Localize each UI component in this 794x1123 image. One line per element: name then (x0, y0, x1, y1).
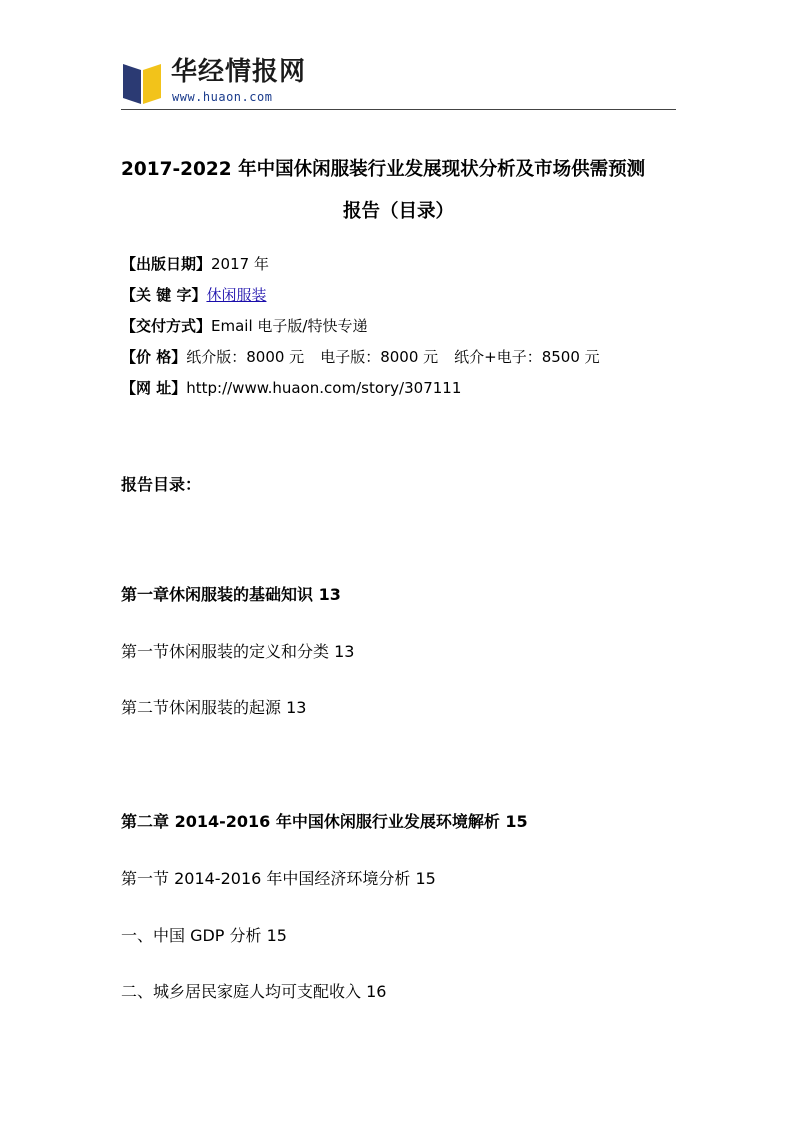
price-both: 纸介+电子：8500 元 (454, 348, 600, 366)
book-logo-icon (123, 60, 161, 104)
publish-date-value: 2017 年 (211, 255, 269, 273)
keyword-row (121, 285, 266, 305)
toc-chapter-1: 第一章休闲服装的基础知识 13 (121, 585, 341, 604)
toc-chapter-2: 第二章 2014-2016 年中国休闲服行业发展环境解析 15 (121, 812, 528, 831)
toc-item-2-1-1: 一、中国 GDP 分析 15 (121, 926, 287, 945)
publish-date-row (121, 254, 269, 274)
toc-section-1-1: 第一节休闲服装的定义和分类 13 (121, 642, 355, 661)
delivery-value: Email 电子版/特快专递 (211, 317, 368, 335)
price-label: 【价 格】 (121, 348, 187, 366)
report-title-line-1: 2017-2022 年中国休闲服装行业发展现状分析及市场供需预测 (121, 159, 646, 180)
url-row (121, 378, 461, 398)
delivery-label: 【交付方式】 (121, 317, 212, 335)
toc-item-2-1-2: 二、城乡居民家庭人均可支配收入 16 (121, 982, 387, 1001)
logo-text: 华经情报网 (171, 57, 307, 87)
url-value: http://www.huaon.com/story/307111 (186, 379, 462, 397)
keyword-label: 【关 键 字】 (121, 286, 207, 304)
price-paper: 纸介版：8000 元 (186, 348, 305, 366)
toc-section-1-2: 第二节休闲服装的起源 13 (121, 698, 307, 717)
price-electronic: 电子版：8000 元 (320, 348, 439, 366)
report-title-line-2: 报告（目录） (342, 201, 454, 222)
toc-section-2-1: 第一节 2014-2016 年中国经济环境分析 15 (121, 869, 436, 888)
publish-date-label: 【出版日期】 (121, 255, 212, 273)
url-label: 【网 址】 (121, 379, 187, 397)
delivery-row (121, 316, 367, 336)
price-row (121, 347, 600, 367)
toc-heading: 报告目录： (121, 475, 202, 494)
keyword-link[interactable]: 休闲服装 (206, 286, 267, 304)
site-header (121, 56, 676, 110)
header-divider (121, 109, 676, 110)
logo-url[interactable]: www.huaon.com (172, 90, 273, 104)
